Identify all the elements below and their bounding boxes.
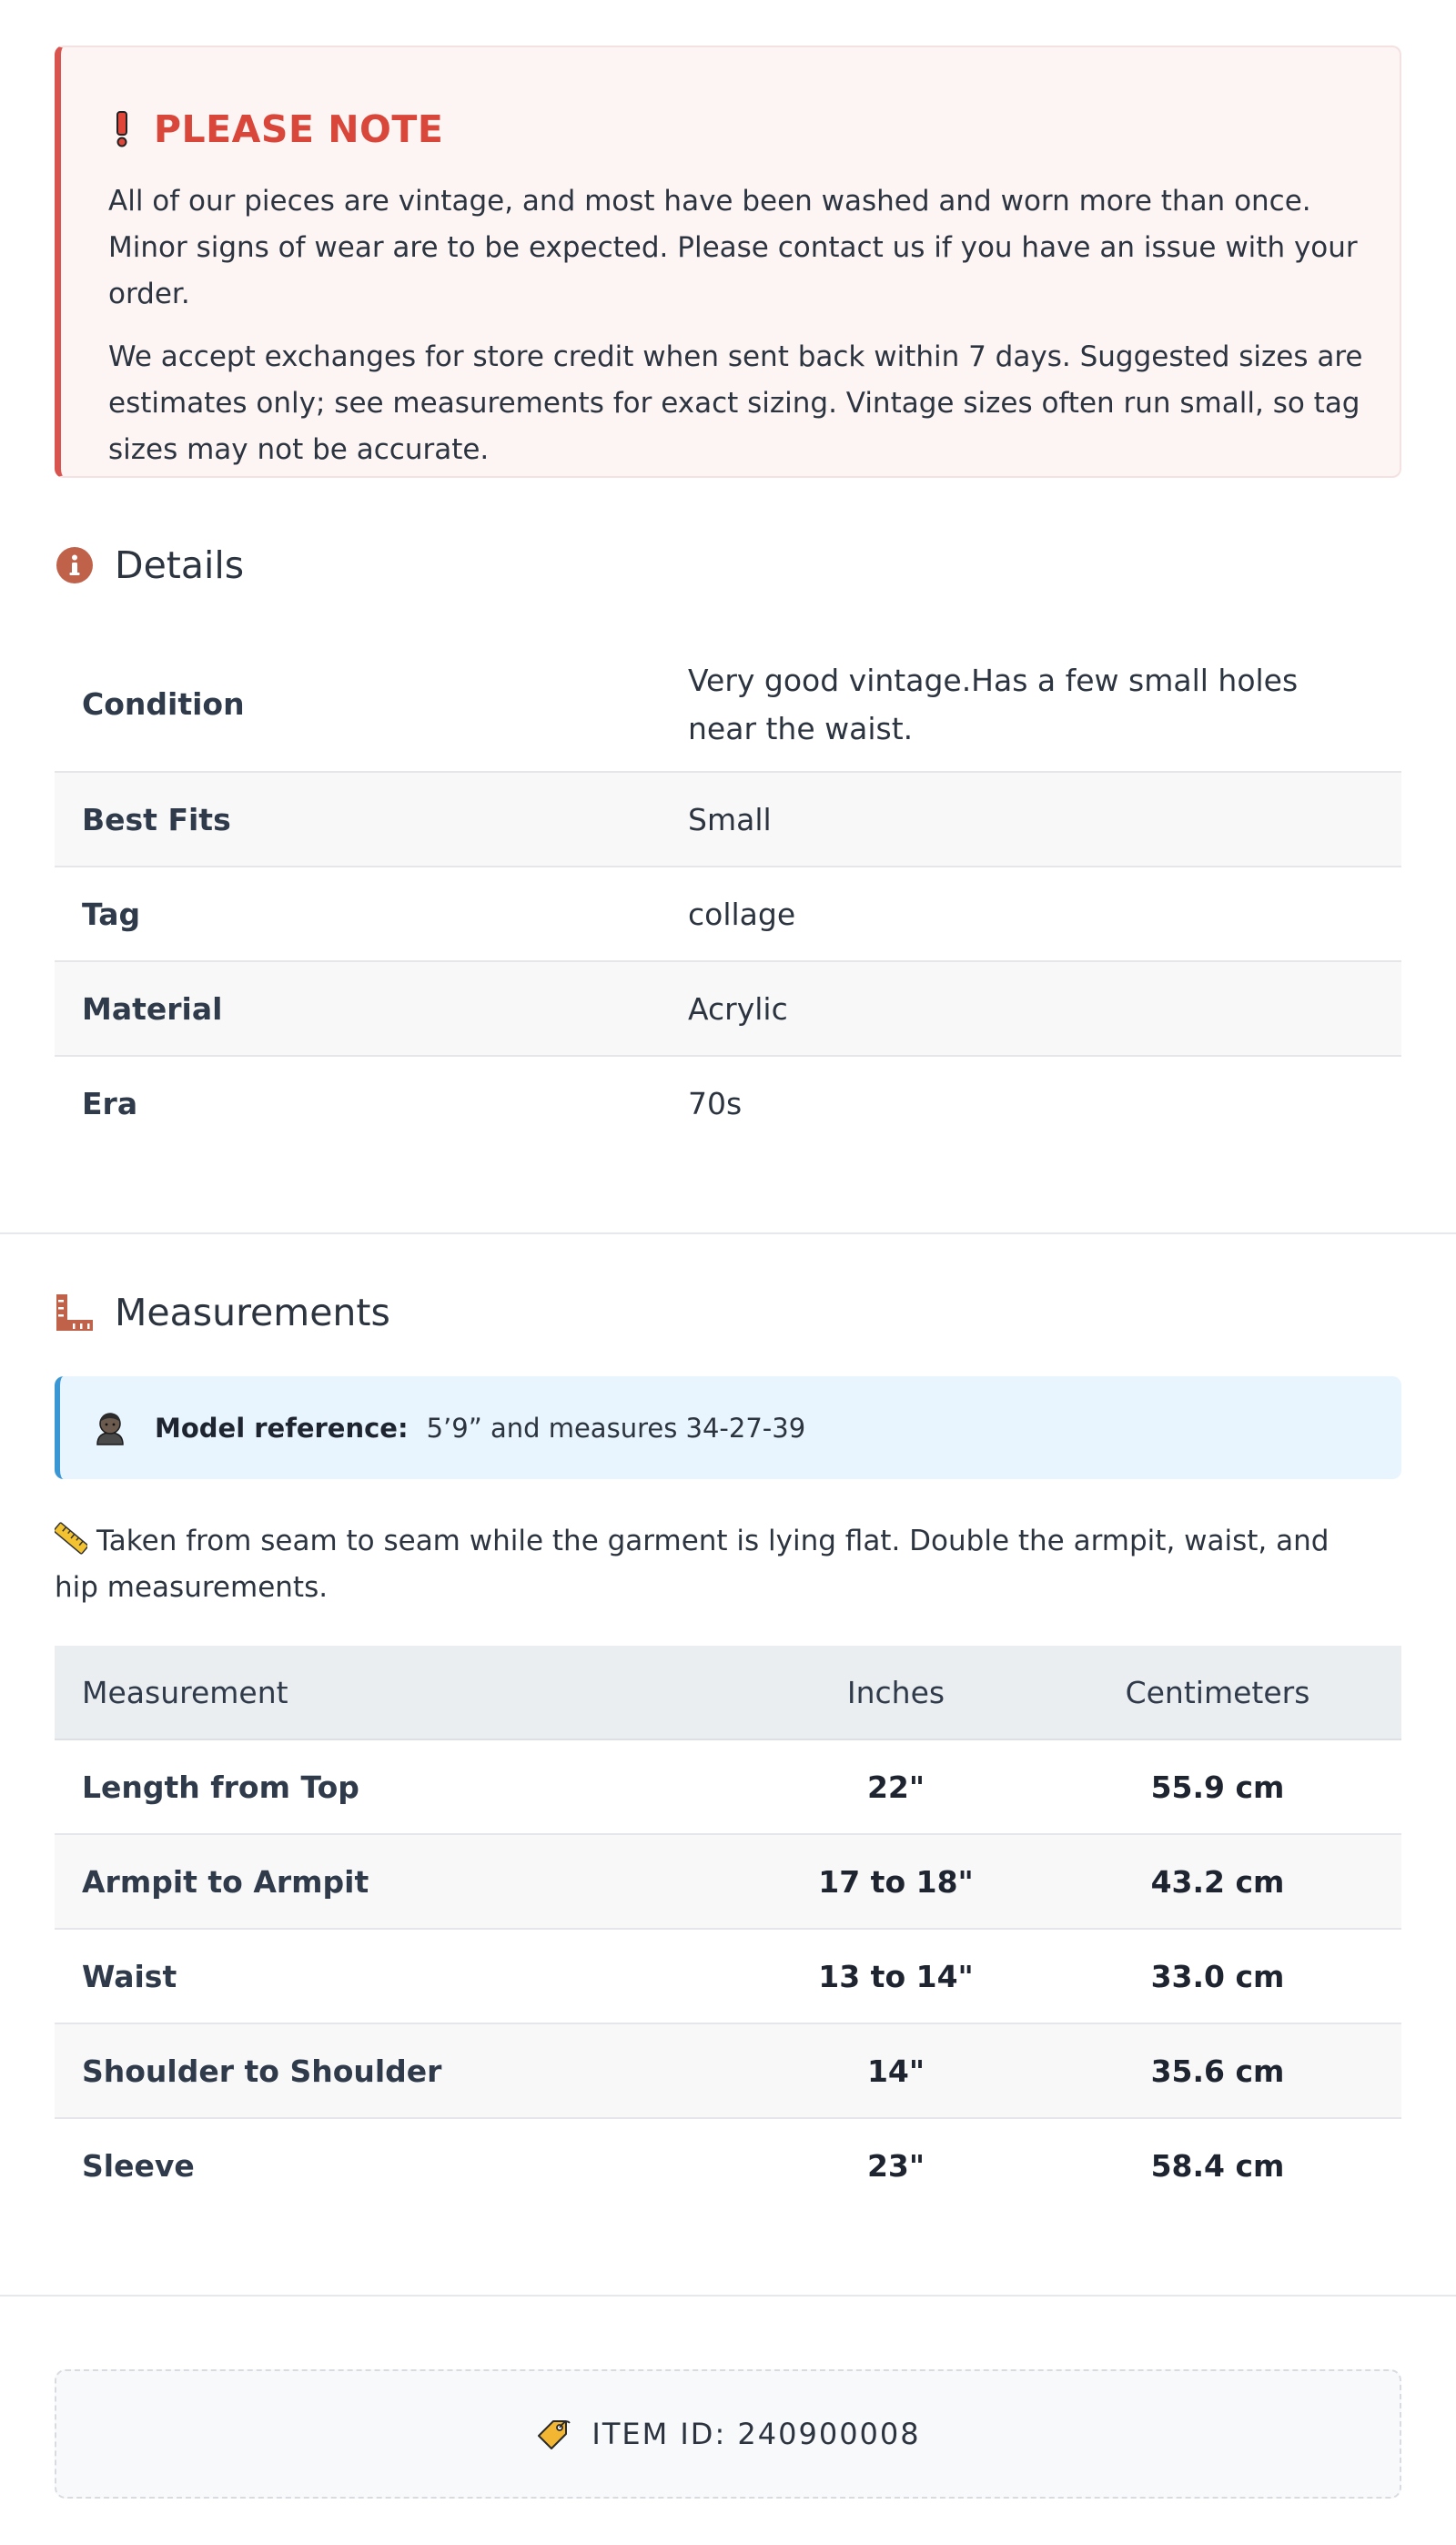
measurement-name: Sleeve	[82, 2148, 195, 2184]
table-row	[55, 772, 1401, 867]
measurement-inches: 13 to 14"	[758, 1929, 1034, 2023]
measurement-inches: 23"	[866, 2148, 925, 2184]
detail-key: Era	[82, 1086, 138, 1121]
table-row	[55, 1929, 1401, 2023]
model-reference-value: 5’9” and measures 34-27-39	[426, 1412, 806, 1444]
column-header-inches: Inches	[758, 1646, 1034, 1739]
measurement-cm: 33.0 cm	[1034, 1929, 1401, 2023]
notice-paragraph: All of our pieces are vintage, and most have been washed and worn more than once. Minor signs of wear are to be expected. Please contact us if you have an issue with your order.	[108, 185, 1358, 310]
section-divider	[0, 2295, 1456, 2297]
section-divider	[0, 1232, 1456, 1234]
measurement-cm: 35.6 cm	[1034, 2023, 1401, 2118]
measurements-heading	[55, 1291, 390, 1334]
measurements-table	[55, 1646, 1401, 2213]
pencil-ruler-icon	[55, 1522, 87, 1555]
measurement-name: Armpit to Armpit	[55, 1834, 758, 1929]
item-id-label: ITEM ID: 240900008	[592, 2417, 921, 2451]
table-row	[55, 1739, 1401, 1834]
column-header-centimeters: Centimeters	[1034, 1646, 1401, 1739]
details-heading	[55, 543, 244, 587]
item-id-box	[55, 2369, 1401, 2499]
measurement-cm: 43.2 cm	[1034, 1834, 1401, 1929]
details-table	[55, 637, 1401, 1151]
detail-value: collage	[688, 896, 796, 932]
notice-title: PLEASE NOTE	[154, 107, 444, 151]
detail-key: Tag	[82, 896, 141, 932]
detail-value: Acrylic	[688, 990, 788, 1027]
measurement-inches: 22"	[758, 1739, 1034, 1834]
table-row	[55, 1056, 1401, 1151]
table-row	[55, 2118, 1401, 2213]
measurement-name: Length from Top	[55, 1739, 758, 1834]
measurement-inches: 17 to 18"	[758, 1834, 1034, 1929]
ruler-icon	[55, 1293, 95, 1333]
measurement-cm: 58.4 cm	[1150, 2148, 1285, 2184]
measurement-note	[55, 1518, 1365, 1611]
measurement-name: Waist	[55, 1929, 758, 2023]
detail-value: Very good vintage.Has a few small holes near the waist.	[688, 662, 1299, 746]
tag-icon	[535, 2416, 571, 2452]
info-icon	[55, 545, 95, 585]
details-title: Details	[115, 543, 245, 587]
detail-key: Material	[82, 990, 223, 1027]
table-header-row	[55, 1646, 1401, 1739]
table-row	[55, 2023, 1401, 2118]
column-header-measurement: Measurement	[55, 1646, 758, 1739]
table-row	[55, 637, 1401, 772]
measurement-inches: 14"	[758, 2023, 1034, 2118]
model-reference-label: Model reference:	[155, 1412, 409, 1444]
measurement-cm: 55.9 cm	[1034, 1739, 1401, 1834]
model-reference	[55, 1376, 1401, 1479]
table-row	[55, 867, 1401, 961]
table-row	[55, 1834, 1401, 1929]
person-icon	[93, 1411, 127, 1445]
exclamation-icon	[108, 111, 136, 147]
measurement-note-text: Taken from seam to seam while the garment is lying flat. Double the armpit, waist, and hip measurements.	[55, 1525, 1330, 1604]
measurements-title: Measurements	[115, 1291, 390, 1334]
notice-box	[55, 46, 1401, 478]
notice-header	[108, 100, 1400, 158]
detail-key: Best Fits	[82, 801, 231, 837]
detail-value: Small	[688, 801, 772, 837]
detail-key: Condition	[82, 686, 245, 722]
detail-value: 70s	[688, 1086, 743, 1121]
measurement-name: Shoulder to Shoulder	[55, 2023, 758, 2118]
notice-paragraph: We accept exchanges for store credit when sent back within 7 days. Suggested sizes are estimates only; see measurements for exact sizing. Vintage sizes often run small, so tag sizes may not be accurate.	[108, 340, 1363, 466]
table-row	[55, 961, 1401, 1056]
